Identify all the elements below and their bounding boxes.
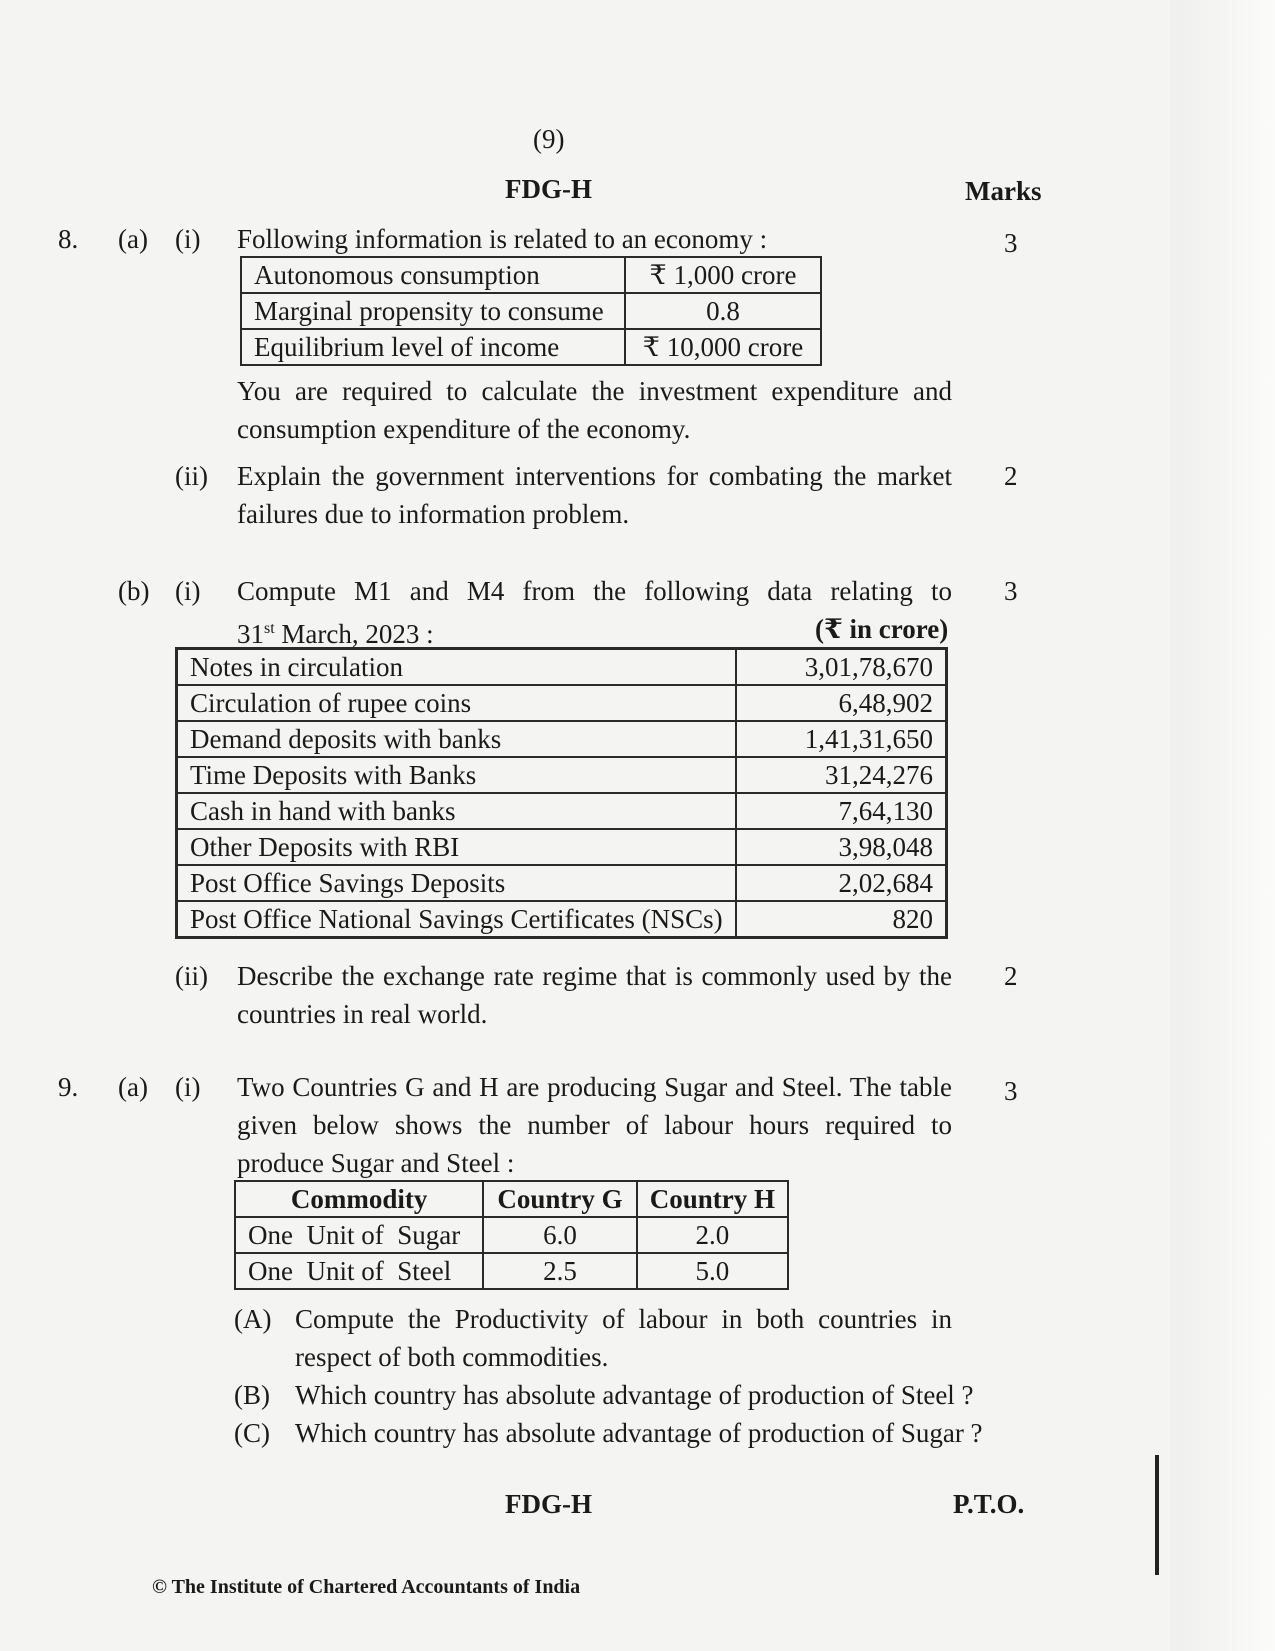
q8-a-ii-line1: Explain the government interventions for combating the market bbox=[237, 461, 952, 491]
q8-b-ii-label: (ii) bbox=[175, 961, 208, 991]
table-row bbox=[177, 685, 947, 721]
table-cell: Marginal propensity to consume bbox=[241, 293, 625, 329]
q9-subpart-A-line2: respect of both commodities. bbox=[295, 1342, 609, 1372]
copyright-notice: © The Institute of Chartered Accountants of India bbox=[152, 1576, 581, 1598]
date-superscript: st bbox=[264, 620, 275, 637]
q8-a-ii-marks: 2 bbox=[1004, 461, 1018, 491]
question-9-number: 9. bbox=[58, 1072, 79, 1102]
table-cell: Demand deposits with banks bbox=[177, 721, 736, 757]
q8-a-ii-line2: failures due to information problem. bbox=[237, 499, 630, 529]
q9-a-label: (a) bbox=[118, 1072, 148, 1102]
table-cell: 3,98,048 bbox=[736, 829, 947, 865]
q8-a-ii-label: (ii) bbox=[175, 461, 208, 491]
table-row bbox=[241, 257, 821, 293]
q8-b-ii-line2: countries in real world. bbox=[237, 999, 488, 1029]
margin-rule bbox=[1155, 1455, 1159, 1575]
table-header-row bbox=[235, 1181, 788, 1217]
q8-a-i-text-line2: consumption expenditure of the economy. bbox=[237, 414, 691, 444]
q8-a-i-intro: Following information is related to an economy : bbox=[237, 224, 768, 254]
table-cell: Cash in hand with banks bbox=[177, 793, 736, 829]
page-number: (9) bbox=[533, 124, 565, 154]
q9-a-i-line3: produce Sugar and Steel : bbox=[237, 1148, 515, 1178]
table-cell: 7,64,130 bbox=[736, 793, 947, 829]
table-cell: 0.8 bbox=[625, 293, 821, 329]
column-header: Country G bbox=[483, 1181, 636, 1217]
table-cell: 2.0 bbox=[637, 1217, 788, 1253]
table-row bbox=[177, 793, 947, 829]
paper-code-footer: FDG-H bbox=[505, 1489, 592, 1519]
table-cell: 820 bbox=[736, 901, 947, 938]
q9-a-i-marks: 3 bbox=[1004, 1076, 1018, 1106]
table-cell: Post Office National Savings Certificates (NSCs) bbox=[177, 901, 736, 938]
table-cell: 6,48,902 bbox=[736, 685, 947, 721]
q8-a-i-text-line1: You are required to calculate the investment expenditure and bbox=[237, 376, 952, 406]
q8-b-i-marks: 3 bbox=[1004, 576, 1018, 606]
table-cell: Time Deposits with Banks bbox=[177, 757, 736, 793]
q8-a-i-label: (i) bbox=[175, 224, 201, 254]
table-row bbox=[177, 901, 947, 938]
table-row bbox=[177, 757, 947, 793]
table-cell: Notes in circulation bbox=[177, 649, 736, 686]
table-cell: Post Office Savings Deposits bbox=[177, 865, 736, 901]
table-row bbox=[177, 829, 947, 865]
q9-subpart-B-label: (B) bbox=[234, 1380, 270, 1410]
q9-a-i-line1: Two Countries G and H are producing Sugar and Steel. The table bbox=[237, 1072, 952, 1102]
table-row bbox=[241, 329, 821, 365]
labour-hours-table bbox=[234, 1180, 789, 1290]
table-cell: 3,01,78,670 bbox=[736, 649, 947, 686]
q8-b-i-label: (i) bbox=[175, 576, 201, 606]
table-cell: 31,24,276 bbox=[736, 757, 947, 793]
table-cell: ₹ 1,000 crore bbox=[625, 257, 821, 293]
economy-info-table bbox=[240, 256, 822, 366]
q9-a-i-label: (i) bbox=[175, 1072, 201, 1102]
table-cell: Equilibrium level of income bbox=[241, 329, 625, 365]
question-8-number: 8. bbox=[58, 224, 79, 254]
table-row bbox=[241, 293, 821, 329]
q8-b-label: (b) bbox=[118, 576, 150, 606]
table-cell: ₹ 10,000 crore bbox=[625, 329, 821, 365]
table-row bbox=[177, 649, 947, 686]
q9-subpart-C-label: (C) bbox=[234, 1418, 270, 1448]
table-cell: 2.5 bbox=[483, 1253, 636, 1289]
table-cell: Circulation of rupee coins bbox=[177, 685, 736, 721]
table-cell: One Unit of Steel bbox=[235, 1253, 483, 1289]
q8-a-label: (a) bbox=[118, 224, 148, 254]
q8-b-ii-marks: 2 bbox=[1004, 961, 1018, 991]
table-cell: 6.0 bbox=[483, 1217, 636, 1253]
marks-label: Marks bbox=[965, 176, 1042, 206]
table-cell: 5.0 bbox=[637, 1253, 788, 1289]
q8-b-ii-line1: Describe the exchange rate regime that is commonly used by the bbox=[237, 961, 952, 991]
money-supply-table bbox=[175, 647, 948, 939]
date-day: 31 bbox=[237, 619, 264, 649]
column-header: Country H bbox=[637, 1181, 788, 1217]
q8-b-i-line1: Compute M1 and M4 from the following data relating to bbox=[237, 576, 952, 606]
table-row bbox=[235, 1217, 788, 1253]
page-edge-shade bbox=[1170, 0, 1275, 1651]
q8-b-i-unit: (₹ in crore) bbox=[815, 614, 949, 644]
table-cell: 2,02,684 bbox=[736, 865, 947, 901]
pto-label: P.T.O. bbox=[953, 1489, 1025, 1519]
paper-code-header: FDG-H bbox=[505, 174, 592, 204]
table-row bbox=[177, 865, 947, 901]
table-cell: 1,41,31,650 bbox=[736, 721, 947, 757]
column-header: Commodity bbox=[235, 1181, 483, 1217]
q9-subpart-B-text: Which country has absolute advantage of production of Steel ? bbox=[295, 1380, 974, 1410]
table-cell: Other Deposits with RBI bbox=[177, 829, 736, 865]
q9-a-i-line2: given below shows the number of labour hours required to bbox=[237, 1110, 952, 1140]
table-row bbox=[235, 1253, 788, 1289]
table-cell: One Unit of Sugar bbox=[235, 1217, 483, 1253]
q9-subpart-A-label: (A) bbox=[234, 1304, 272, 1334]
q9-subpart-A-line1: Compute the Productivity of labour in both countries in bbox=[295, 1304, 952, 1334]
table-cell: Autonomous consumption bbox=[241, 257, 625, 293]
q8-a-i-marks: 3 bbox=[1004, 228, 1018, 258]
date-rest: March, 2023 : bbox=[274, 619, 434, 649]
q9-subpart-C-text: Which country has absolute advantage of production of Sugar ? bbox=[295, 1418, 983, 1448]
table-row bbox=[177, 721, 947, 757]
